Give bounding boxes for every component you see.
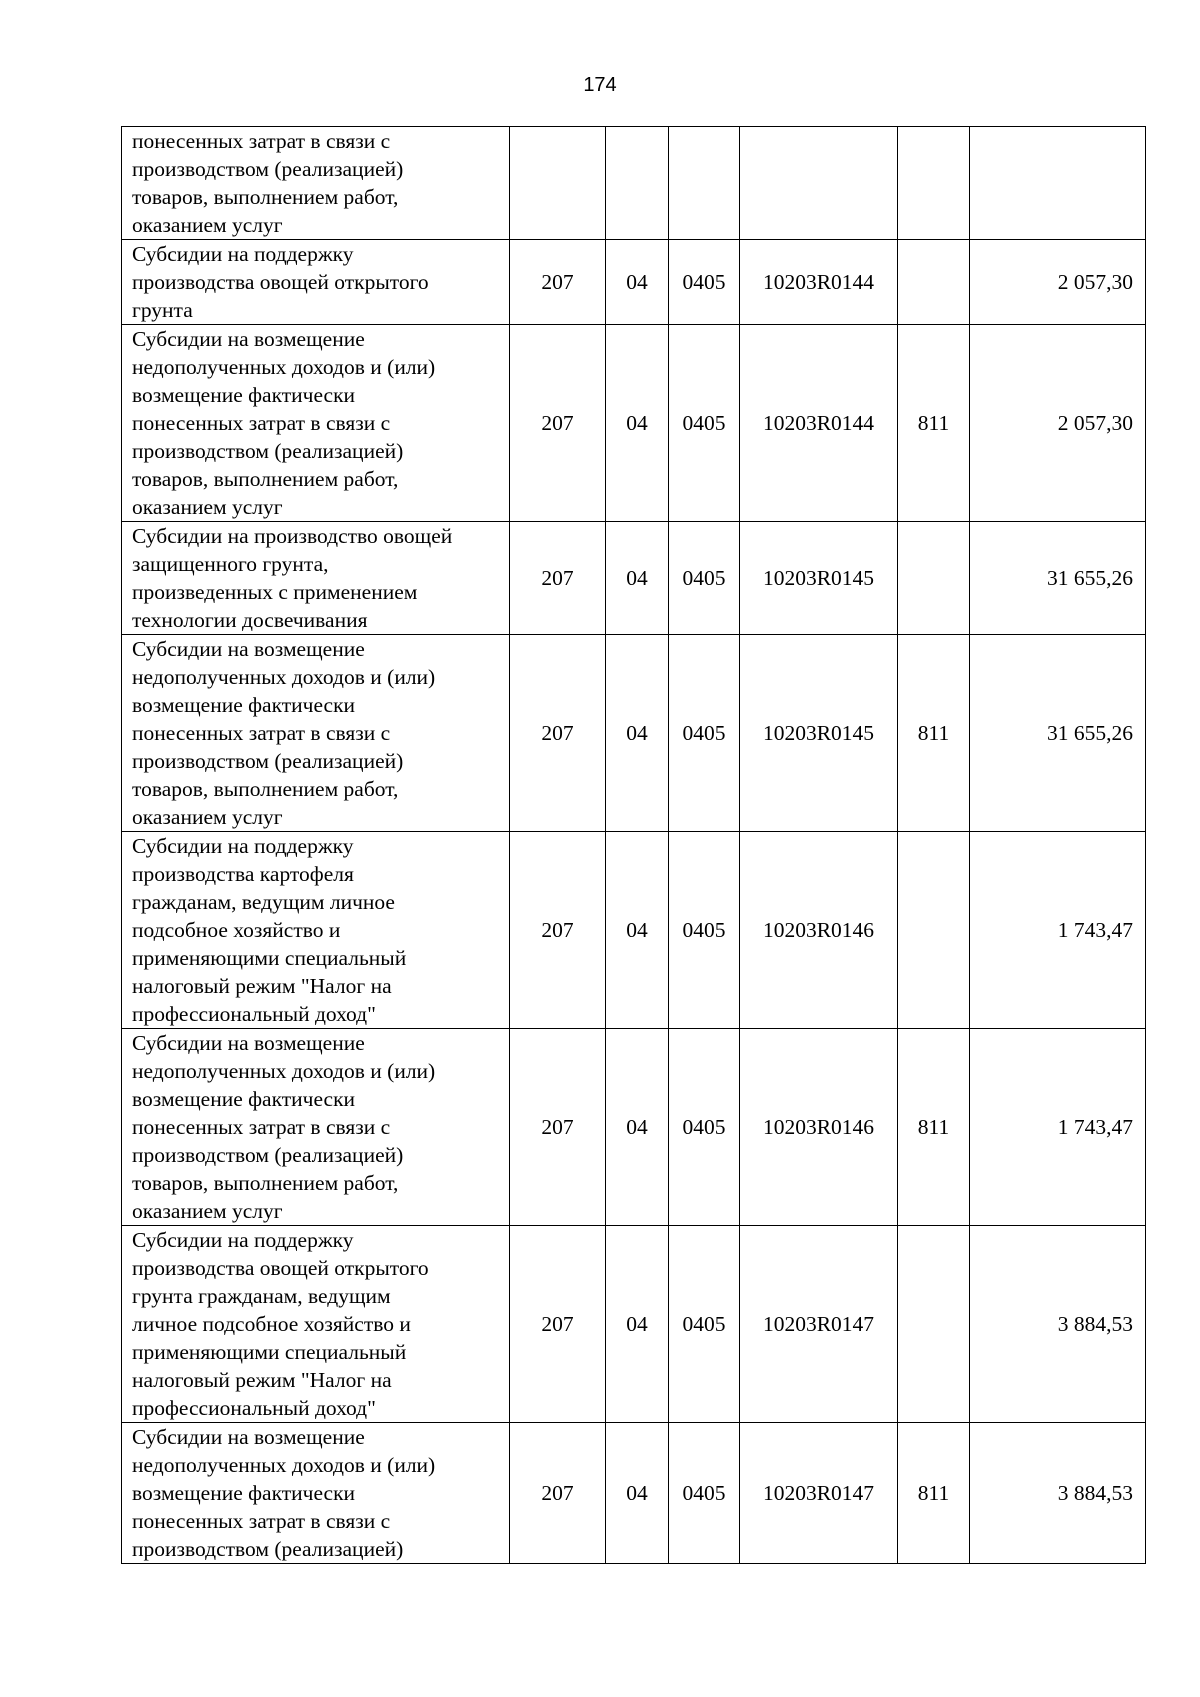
expense-name-line: товаров, выполнением работ, <box>132 1171 399 1195</box>
table-row <box>122 1029 1146 1226</box>
ved-cell: 207 <box>510 1029 606 1226</box>
target-article-cell: 10203R0144 <box>740 325 898 522</box>
expense-name-line: профессиональный доход" <box>132 1396 376 1420</box>
page-number: 174 <box>583 74 617 96</box>
expense-name-cell <box>122 1423 510 1564</box>
expense-name-line: товаров, выполнением работ, <box>132 467 399 491</box>
ved-cell <box>510 127 606 240</box>
expense-name-line: профессиональный доход" <box>132 1002 376 1026</box>
expense-name-line: Субсидии на поддержку <box>132 834 354 858</box>
expense-name-line: возмещение фактически <box>132 383 356 407</box>
expense-name-cell <box>122 522 510 635</box>
expense-name-line: Субсидии на поддержку <box>132 1228 354 1252</box>
expense-type-cell <box>898 127 970 240</box>
ved-cell: 207 <box>510 522 606 635</box>
expense-name-line: производства овощей открытого <box>132 1256 429 1280</box>
subsection-cell: 0405 <box>669 522 740 635</box>
expense-name-line: Субсидии на возмещение <box>132 637 365 661</box>
table-row <box>122 1226 1146 1423</box>
subsection-cell: 0405 <box>669 1423 740 1564</box>
expense-name-line: понесенных затрат в связи с <box>132 1509 391 1533</box>
subsection-cell: 0405 <box>669 635 740 832</box>
expense-name-line: применяющими специальный <box>132 1340 407 1364</box>
sum-cell: 1 743,47 <box>970 832 1146 1029</box>
table-row <box>122 635 1146 832</box>
expense-name-line: Субсидии на поддержку <box>132 242 354 266</box>
expense-name-line: грунта <box>132 298 193 322</box>
ved-cell: 207 <box>510 325 606 522</box>
target-article-cell: 10203R0146 <box>740 832 898 1029</box>
subsection-cell: 0405 <box>669 1226 740 1423</box>
expense-name-line: понесенных затрат в связи с <box>132 1115 391 1139</box>
section-cell: 04 <box>606 325 669 522</box>
target-article-cell: 10203R0144 <box>740 240 898 325</box>
expense-type-cell <box>898 522 970 635</box>
sum-cell: 2 057,30 <box>970 325 1146 522</box>
expense-name-line: Субсидии на возмещение <box>132 1425 365 1449</box>
target-article-cell <box>740 127 898 240</box>
expense-name-line: понесенных затрат в связи с <box>132 721 391 745</box>
expense-type-cell: 811 <box>898 1029 970 1226</box>
expense-name-line: производством (реализацией) <box>132 749 404 773</box>
expense-name-line: оказанием услуг <box>132 495 283 519</box>
expense-name-line: товаров, выполнением работ, <box>132 185 399 209</box>
expense-name-cell <box>122 1029 510 1226</box>
expense-name-cell <box>122 635 510 832</box>
table-row <box>122 522 1146 635</box>
target-article-cell: 10203R0147 <box>740 1423 898 1564</box>
expense-name-line: производством (реализацией) <box>132 1537 404 1561</box>
expense-name-line: оказанием услуг <box>132 1199 283 1223</box>
expense-name-line: технологии досвечивания <box>132 608 368 632</box>
table-row <box>122 1423 1146 1564</box>
expense-type-cell: 811 <box>898 1423 970 1564</box>
expense-name-line: товаров, выполнением работ, <box>132 777 399 801</box>
expense-name-line: оказанием услуг <box>132 213 283 237</box>
subsection-cell: 0405 <box>669 832 740 1029</box>
table-row <box>122 832 1146 1029</box>
expense-name-cell <box>122 127 510 240</box>
expense-name-line: оказанием услуг <box>132 805 283 829</box>
sum-cell: 3 884,53 <box>970 1423 1146 1564</box>
ved-cell: 207 <box>510 1423 606 1564</box>
expense-name-line: Субсидии на производство овощей <box>132 524 453 548</box>
section-cell: 04 <box>606 832 669 1029</box>
subsection-cell: 0405 <box>669 1029 740 1226</box>
expense-name-line: применяющими специальный <box>132 946 407 970</box>
section-cell: 04 <box>606 522 669 635</box>
expense-name-line: недополученных доходов и (или) <box>132 665 436 689</box>
expense-type-cell <box>898 240 970 325</box>
expense-name-line: налоговый режим "Налог на <box>132 974 392 998</box>
expense-type-cell <box>898 1226 970 1423</box>
expense-name-line: производством (реализацией) <box>132 157 404 181</box>
expense-name-line: недополученных доходов и (или) <box>132 1453 436 1477</box>
table-row <box>122 127 1146 240</box>
expense-name-line: произведенных с применением <box>132 580 418 604</box>
expense-name-line: налоговый режим "Налог на <box>132 1368 392 1392</box>
target-article-cell: 10203R0147 <box>740 1226 898 1423</box>
expense-name-line: подсобное хозяйство и <box>132 918 341 942</box>
ved-cell: 207 <box>510 832 606 1029</box>
section-cell: 04 <box>606 240 669 325</box>
expense-name-line: Субсидии на возмещение <box>132 327 365 351</box>
sum-cell: 2 057,30 <box>970 240 1146 325</box>
expense-name-cell <box>122 832 510 1029</box>
expense-name-line: возмещение фактически <box>132 1481 356 1505</box>
sum-cell: 31 655,26 <box>970 522 1146 635</box>
expense-name-line: возмещение фактически <box>132 693 356 717</box>
table-body <box>122 127 1146 1564</box>
expense-name-line: возмещение фактически <box>132 1087 356 1111</box>
expense-type-cell <box>898 832 970 1029</box>
section-cell: 04 <box>606 1226 669 1423</box>
target-article-cell: 10203R0145 <box>740 635 898 832</box>
expense-name-line: недополученных доходов и (или) <box>132 1059 436 1083</box>
ved-cell: 207 <box>510 635 606 832</box>
sum-cell: 31 655,26 <box>970 635 1146 832</box>
expense-name-line: производства овощей открытого <box>132 270 429 294</box>
expense-type-cell: 811 <box>898 635 970 832</box>
expense-name-line: недополученных доходов и (или) <box>132 355 436 379</box>
expense-name-line: производством (реализацией) <box>132 1143 404 1167</box>
subsection-cell: 0405 <box>669 325 740 522</box>
table-row <box>122 325 1146 522</box>
sum-cell <box>970 127 1146 240</box>
ved-cell: 207 <box>510 240 606 325</box>
ved-cell: 207 <box>510 1226 606 1423</box>
table-row <box>122 240 1146 325</box>
expense-name-line: защищенного грунта, <box>132 552 329 576</box>
sum-cell: 3 884,53 <box>970 1226 1146 1423</box>
subsection-cell <box>669 127 740 240</box>
budget-table <box>121 126 1146 1564</box>
expense-name-line: производства картофеля <box>132 862 354 886</box>
section-cell: 04 <box>606 1029 669 1226</box>
expense-name-line: грунта гражданам, ведущим <box>132 1284 391 1308</box>
section-cell: 04 <box>606 1423 669 1564</box>
expense-name-line: личное подсобное хозяйство и <box>132 1312 411 1336</box>
expense-name-line: Субсидии на возмещение <box>132 1031 365 1055</box>
section-cell: 04 <box>606 635 669 832</box>
expense-name-line: понесенных затрат в связи с <box>132 411 391 435</box>
expense-name-cell <box>122 325 510 522</box>
expense-type-cell: 811 <box>898 325 970 522</box>
subsection-cell: 0405 <box>669 240 740 325</box>
section-cell <box>606 127 669 240</box>
expense-name-line: понесенных затрат в связи с <box>132 129 391 153</box>
sum-cell: 1 743,47 <box>970 1029 1146 1226</box>
expense-name-cell <box>122 240 510 325</box>
expense-name-line: гражданам, ведущим личное <box>132 890 395 914</box>
expense-name-cell <box>122 1226 510 1423</box>
target-article-cell: 10203R0146 <box>740 1029 898 1226</box>
target-article-cell: 10203R0145 <box>740 522 898 635</box>
expense-name-line: производством (реализацией) <box>132 439 404 463</box>
